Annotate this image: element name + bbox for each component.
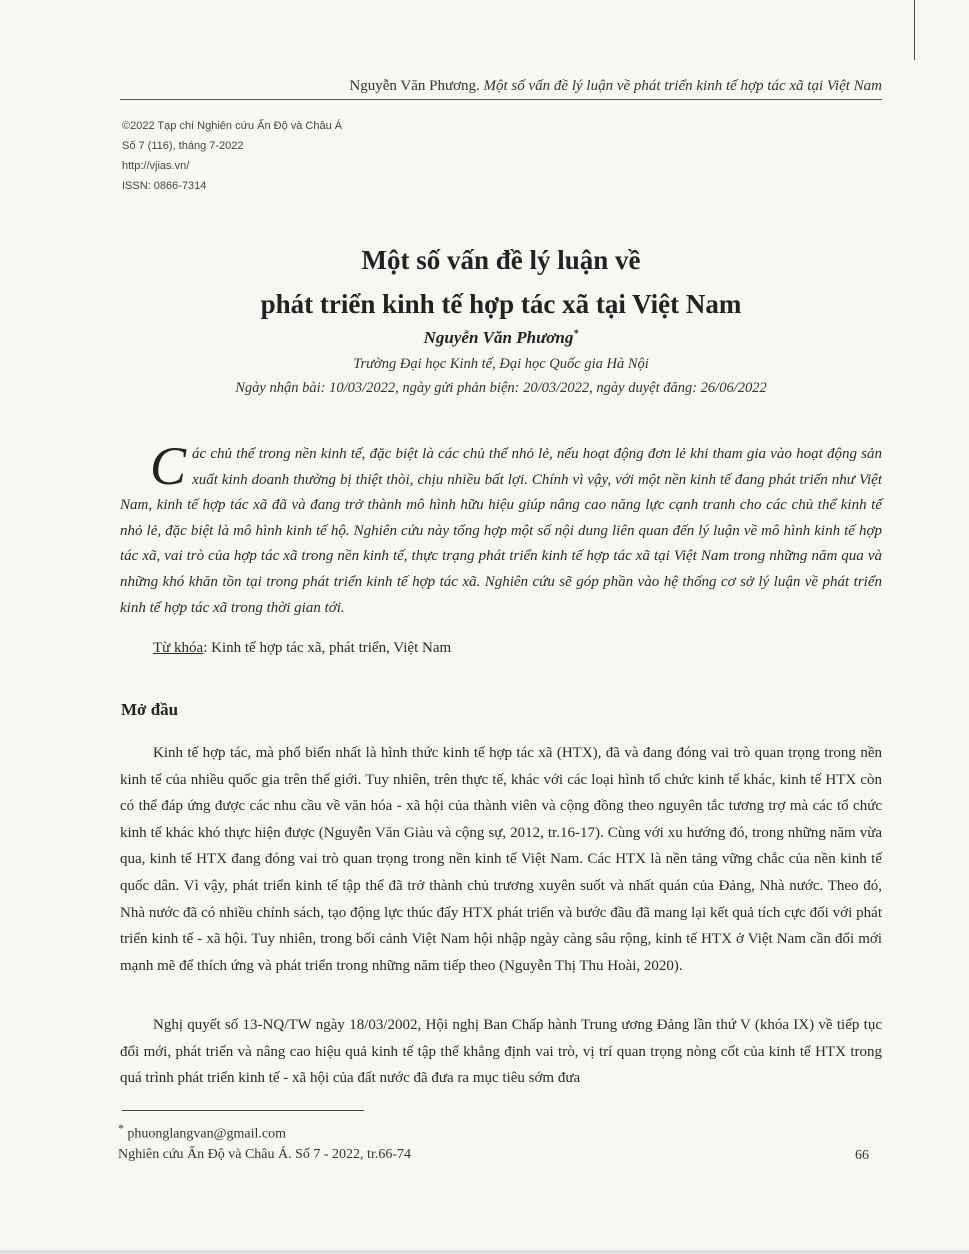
journal-meta [122,116,342,196]
footer-journal: Nghiên cứu Ấn Độ và Châu Á. Số 7 - 2022, tr.66-74 [118,1147,412,1162]
meta-issn: ISSN: 0866-7314 [122,180,207,192]
footnote [118,1122,286,1143]
submission-dates: Ngày nhận bài: 10/03/2022, ngày gửi phản biện: 20/03/2022, ngày duyệt đăng: 26/06/2022 [235,380,767,396]
keywords-values: : Kinh tế hợp tác xã, phát triển, Việt Nam [203,640,452,656]
abstract [120,436,882,621]
body-paragraph: Nghị quyết số 13-NQ/TW ngày 18/03/2002, Hội nghị Ban Chấp hành Trung ương Đảng lần thứ V (khóa IX) về tiếp tục đổi mới, phát triển và nâng cao hiệu quả kinh tế tập thể khẳng định vai trò, vị trí quan trọng nòng cốt của kinh tế HTX trong quá trình phát triển kinh tế - xã hội của đất nước đã đưa ra mục tiêu sớm đưa [120,1017,882,1087]
running-head [120,78,882,100]
footnote-email: phuonglangvan@gmail.com [127,1126,287,1142]
abstract-text: ác chủ thể trong nền kinh tế, đặc biệt là các chủ thể nhỏ lẻ, nếu hoạt động đơn lẻ khi tham gia vào hoạt động sản xuất kinh doanh thường bị thiệt thòi, chịu nhiều bất lợi. Chính vì vậy, với một nền kinh tế đang phát triển như Việt Nam, kinh tế hợp tác xã đã và đang trở thành mô hình hữu hiệu giúp nâng cao năng lực cạnh tranh cho các chủ thể kinh tế nhỏ lẻ, đặc biệt là mô hình kinh tế hộ. Nghiên cứu này tổng hợp một số nội dung liên quan đến lý luận về mô hình kinh tế hợp tác xã, vai trò của hợp tác xã trong nền kinh tế, thực trạng phát triển kinh tế hợp tác xã tại Việt Nam trong những năm qua và những khó khăn tồn tại trong phát triển kinh tế hợp tác xã. Nghiên cứu sẽ góp phần vào hệ thống cơ sở lý luận về phát triển kinh tế hợp tác xã trong thời gian tới. [120,446,882,616]
keywords [153,640,451,657]
author-affiliation: Trường Đại học Kinh tế, Đại học Quốc gia Hà Nội [353,356,649,372]
body-paragraph: Kinh tế hợp tác, mà phổ biến nhất là hình thức kinh tế hợp tác xã (HTX), đã và đang đóng vai trò quan trọng trong nền kinh tế của nhiều quốc gia trên thế giới. Tuy nhiên, trên thực tế, khác với các loại hình tổ chức kinh tế khác, kinh tế HTX còn có thể đáp ứng được các nhu cầu về văn hóa - xã hội của thành viên và cộng đồng theo nguyên tắc tương trợ mà các tổ chức kinh tế khác khó thực hiện được (Nguyễn Văn Giàu và cộng sự, 2012, tr.16-17). Cùng với xu hướng đó, trong những năm vừa qua, kinh tế HTX đang đóng vai trò quan trọng trong nền kinh tế Việt Nam. Các HTX là nền tảng vững chắc của nền kinh tế quốc dân. Vì vậy, phát triển kinh tế tập thể đã trở thành chủ trương xuyên suốt và nhất quán của Đảng, Nhà nước. Theo đó, Nhà nước đã có nhiều chính sách, tạo động lực thúc đẩy HTX phát triển và bước đầu đã mang lại kết quả tích cực đối với phát triển kinh tế - xã hội. Tuy nhiên, trong bối cảnh Việt Nam hội nhập ngày càng sâu rộng, kinh tế HTX ở Việt Nam cần đổi mới mạnh mẽ để thích ứng và phát triển trong những năm tiếp theo (Nguyễn Thị Thu Hoài, 2020). [120,745,882,974]
meta-issue: Số 7 (116), tháng 7-2022 [122,140,244,152]
keywords-label: Từ khóa [153,640,204,656]
meta-copyright: ©2022 Tạp chí Nghiên cứu Ấn Độ và Châu Á [122,120,343,132]
running-head-title: Một số vấn đề lý luận về phát triển kinh tế hợp tác xã tại Việt Nam [483,78,882,94]
section-heading: Mở đầu [121,700,179,719]
scan-bottom-edge [0,1250,969,1254]
abstract-dropcap: C [150,436,187,496]
page-number: 66 [855,1148,869,1163]
footnote-rule [122,1110,364,1111]
paper-title [120,238,882,326]
author-marker: * [573,328,579,340]
footnote-marker: * [118,1122,124,1135]
title-line-1: Một số vấn đề lý luận về [361,245,641,275]
author-name: Nguyễn Văn Phương [423,328,574,347]
running-head-author: Nguyễn Văn Phương. [349,78,480,94]
title-line-2: phát triển kinh tế hợp tác xã tại Việt Nam [260,289,742,319]
scan-edge-line [914,0,915,60]
author-line [120,328,882,348]
meta-url: http://vjias.vn/ [122,160,190,172]
